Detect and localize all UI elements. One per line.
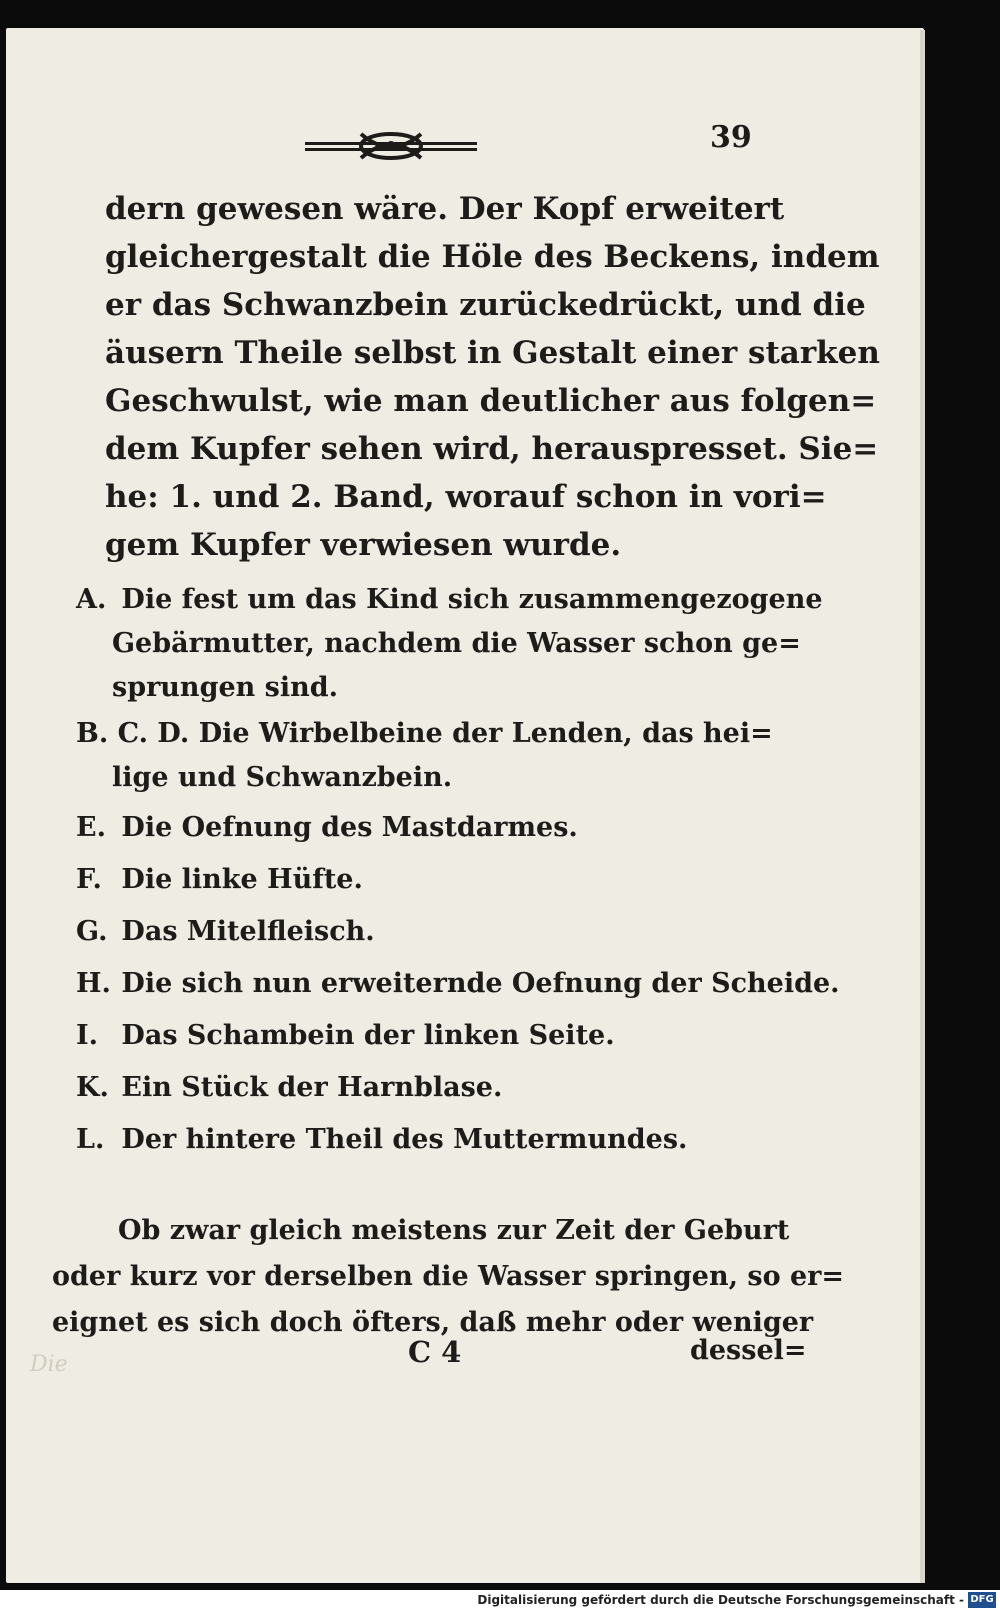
text-line: Geschwulst, wie man deutlicher aus folgen= xyxy=(105,383,877,419)
legend-line: sprungen sind. xyxy=(112,672,339,703)
text-line: gleichergestalt die Höle des Beckens, indem xyxy=(105,239,880,275)
text-line: Ob zwar gleich meistens zur Zeit der Geburt xyxy=(118,1215,790,1246)
legend-item xyxy=(76,1066,776,1110)
legend-text: Ein Stück der Harnblase. xyxy=(121,1072,503,1103)
legend-line xyxy=(76,1014,776,1058)
text-line: er das Schwanzbein zurückedrückt, und die xyxy=(105,287,866,323)
text-line: eignet es sich doch öfters, daß mehr oder weniger xyxy=(52,1307,814,1338)
legend-item xyxy=(76,858,776,902)
legend-key: I. xyxy=(76,1020,99,1051)
legend-item xyxy=(76,910,776,954)
legend-line xyxy=(76,578,823,622)
legend-line xyxy=(76,712,776,756)
dfg-logo-icon: DFG xyxy=(968,1592,996,1608)
legend-line: lige und Schwanzbein. xyxy=(112,762,453,793)
legend-text: Das Mitelfleisch. xyxy=(121,916,375,947)
knot-ornament-icon xyxy=(305,126,477,166)
text-line: gem Kupfer verwiesen wurde. xyxy=(105,527,622,563)
text-line: äusern Theile selbst in Gestalt einer starken xyxy=(105,335,880,371)
legend-text: Die sich nun erweiternde Oefnung der Scheide. xyxy=(121,968,840,999)
legend-item xyxy=(76,712,776,800)
page-number: 39 xyxy=(710,120,752,155)
legend-key: H. xyxy=(76,968,111,999)
legend-item xyxy=(76,806,776,850)
legend-text: Der hintere Theil des Muttermundes. xyxy=(121,1124,688,1155)
text-line: dem Kupfer sehen wird, herauspresset. Sie= xyxy=(105,431,879,467)
legend-line xyxy=(76,1118,776,1162)
legend-line xyxy=(76,806,776,850)
legend-line: Gebärmutter, nachdem die Wasser schon ge= xyxy=(112,628,801,659)
legend-line xyxy=(76,962,840,1006)
legend-key: L. xyxy=(76,1124,105,1155)
text-line: he: 1. und 2. Band, worauf schon in vori= xyxy=(105,479,827,515)
legend-key: G. xyxy=(76,916,108,947)
text-line: dern gewesen wäre. Der Kopf erweitert xyxy=(105,191,785,227)
legend-text: Die linke Hüfte. xyxy=(121,864,363,895)
legend-text: Die fest um das Kind sich zusammengezogene xyxy=(121,584,823,615)
legend-key: K. xyxy=(76,1072,109,1103)
text-line: oder kurz vor derselben die Wasser springen, so er= xyxy=(52,1261,845,1292)
legend-key: A. xyxy=(76,584,107,615)
legend-text: Das Schambein der linken Seite. xyxy=(121,1020,615,1051)
legend-line xyxy=(76,910,776,954)
signature-mark: C 4 xyxy=(408,1335,462,1369)
paragraph-1 xyxy=(105,185,880,569)
legend-item xyxy=(76,962,840,1006)
legend-line xyxy=(76,858,776,902)
legend-key: B. C. D. xyxy=(76,718,190,749)
legend-key: E. xyxy=(76,812,106,843)
legend-line xyxy=(76,1066,776,1110)
legend-item xyxy=(76,1014,776,1058)
legend-text: Die Wirbelbeine der Lenden, das hei= xyxy=(198,718,773,749)
footer-credit: Digitalisierung gefördert durch die Deutsche Forschungsgemeinschaft - xyxy=(477,1593,964,1607)
page-edge xyxy=(920,30,925,1583)
legend-key: F. xyxy=(76,864,102,895)
paragraph-2 xyxy=(52,1208,845,1346)
bleed-through-text: Die xyxy=(30,1352,68,1377)
catchword: dessel= xyxy=(690,1335,807,1366)
legend-item xyxy=(76,578,823,710)
legend-item xyxy=(76,1118,776,1162)
legend-text: Die Oefnung des Mastdarmes. xyxy=(121,812,578,843)
